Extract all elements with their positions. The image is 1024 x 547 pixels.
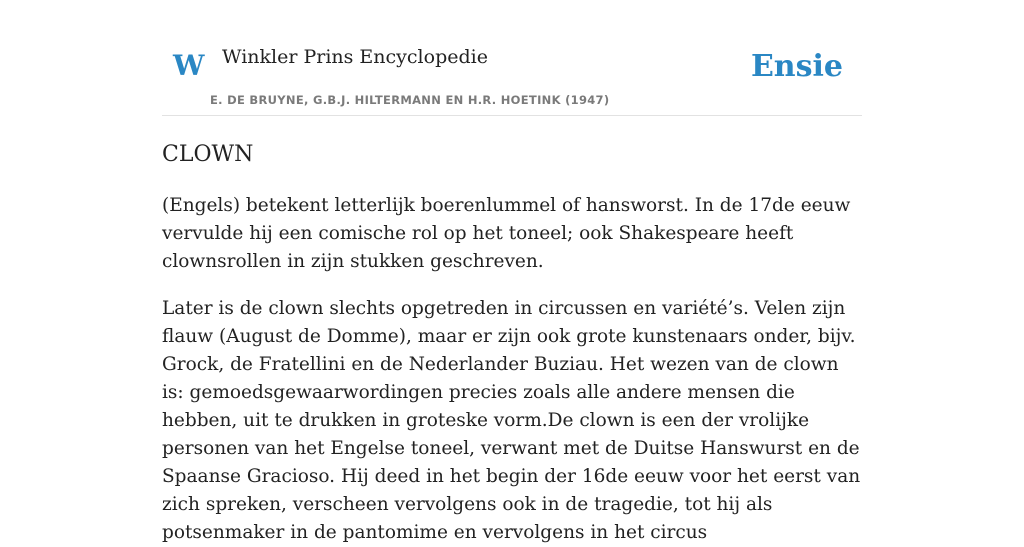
site-logo-icon[interactable]: W: [173, 49, 205, 82]
article-title: CLOWN: [162, 142, 254, 167]
article-paragraph: Later is de clown slechts opgetreden in circussen en variété’s. Velen zijn flauw (August de Domme), maar er zijn ook grote kunstenaars onder, bijv. Grock, de Fratellini en de Nederlander Buziau. Het wezen van de clown is: gemoedsgewaarwordingen precies zoals alle andere mensen die hebben, uit te drukken in groteske vorm.De clown is een der vrolijke personen van het Engelse toneel, verwant met de Duitse Hanswurst en de Spaanse Gracioso. Hij deed in het begin der 16de eeuw voor het eerst van zich spreken, verscheen vervolgens ook in de tragedie, tot hij als potsenmaker in de pantomime en vervolgens in het circus: [162, 298, 861, 543]
authors-line: E. DE BRUYNE, G.B.J. HILTERMANN EN H.R. HOETINK (1947): [210, 93, 610, 107]
article: [162, 138, 862, 547]
brand-logo[interactable]: Ensie: [750, 49, 843, 84]
article-paragraph: (Engels) betekent letterlijk boerenlummel of hansworst. In de 17de eeuw vervulde hij een comische rol op het toneel; ook Shakespeare heeft clownsrollen in zijn stukken geschreven.: [162, 195, 851, 272]
site-header: [162, 30, 862, 116]
site-title[interactable]: Winkler Prins Encyclopedie: [222, 46, 488, 68]
